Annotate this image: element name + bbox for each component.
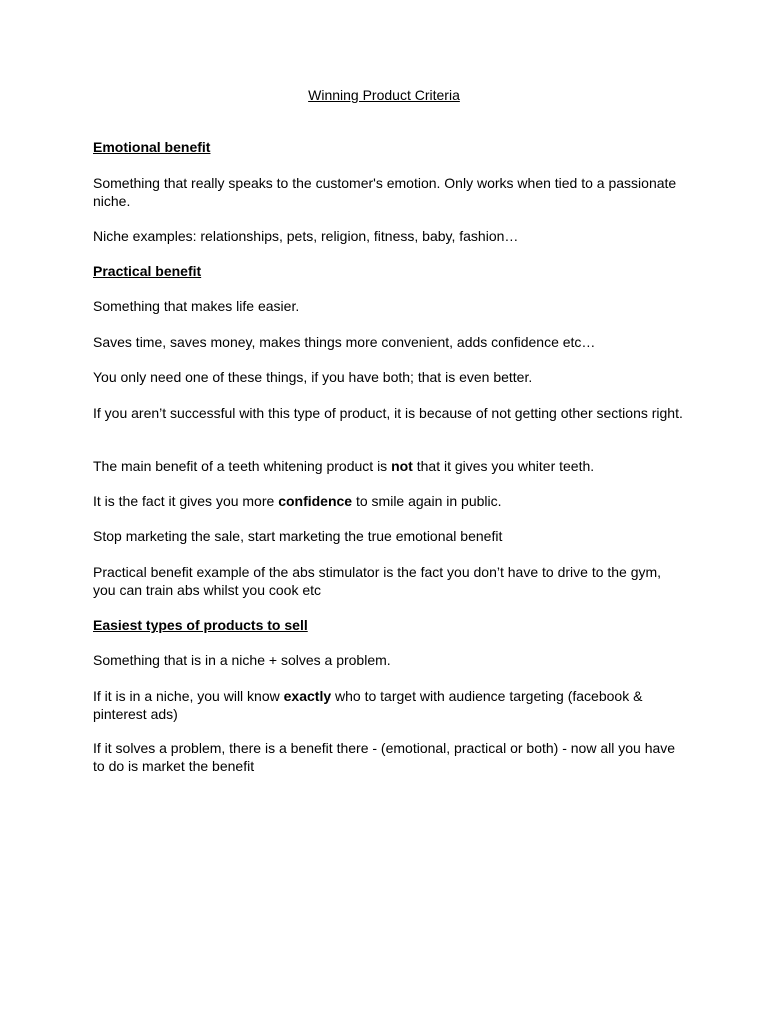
paragraph-with-emphasis	[93, 688, 683, 723]
paragraph-text: If it is in a niche, you will know	[93, 688, 284, 704]
emphasis-text: confidence	[278, 493, 353, 509]
paragraph: You only need one of these things, if you have both; that is even better.	[93, 369, 533, 385]
section-heading-practical-benefit: Practical benefit	[93, 263, 202, 279]
document-title: Winning Product Criteria	[308, 87, 460, 103]
paragraph-text: who to target with audience targeting (facebook & pinterest ads)	[93, 688, 643, 722]
section-heading-easiest-products: Easiest types of products to sell	[93, 617, 308, 633]
paragraph-text: that it gives you whiter teeth.	[412, 458, 595, 474]
paragraph-text: The main benefit of a teeth whitening product is	[93, 458, 392, 474]
paragraph: Stop marketing the sale, start marketing the true emotional benefit	[93, 528, 503, 544]
paragraph-text: It is the fact it gives you more	[93, 493, 279, 509]
emphasis-text: exactly	[283, 688, 332, 704]
paragraph: Something that really speaks to the customer's emotion. Only works when tied to a passionate niche.	[93, 175, 677, 209]
paragraph: Saves time, saves money, makes things more convenient, adds confidence etc…	[93, 334, 596, 350]
paragraph: Niche examples: relationships, pets, religion, fitness, baby, fashion…	[93, 228, 519, 244]
paragraph: Something that is in a niche + solves a problem.	[93, 652, 391, 668]
paragraph-with-emphasis	[93, 458, 683, 476]
paragraph: Practical benefit example of the abs stimulator is the fact you don’t have to drive to the gym, you can train abs whilst you cook etc	[93, 564, 662, 598]
paragraph-with-emphasis	[93, 493, 683, 511]
paragraph: If it solves a problem, there is a benefit there - (emotional, practical or both) - now all you have to do is market the benefit	[93, 740, 676, 774]
paragraph-text: to smile again in public.	[352, 493, 502, 509]
emphasis-text: not	[391, 458, 413, 474]
paragraph: If you aren’t successful with this type of product, it is because of not getting other sections right.	[93, 405, 683, 421]
section-heading-emotional-benefit: Emotional benefit	[93, 139, 211, 155]
paragraph: Something that makes life easier.	[93, 298, 300, 314]
